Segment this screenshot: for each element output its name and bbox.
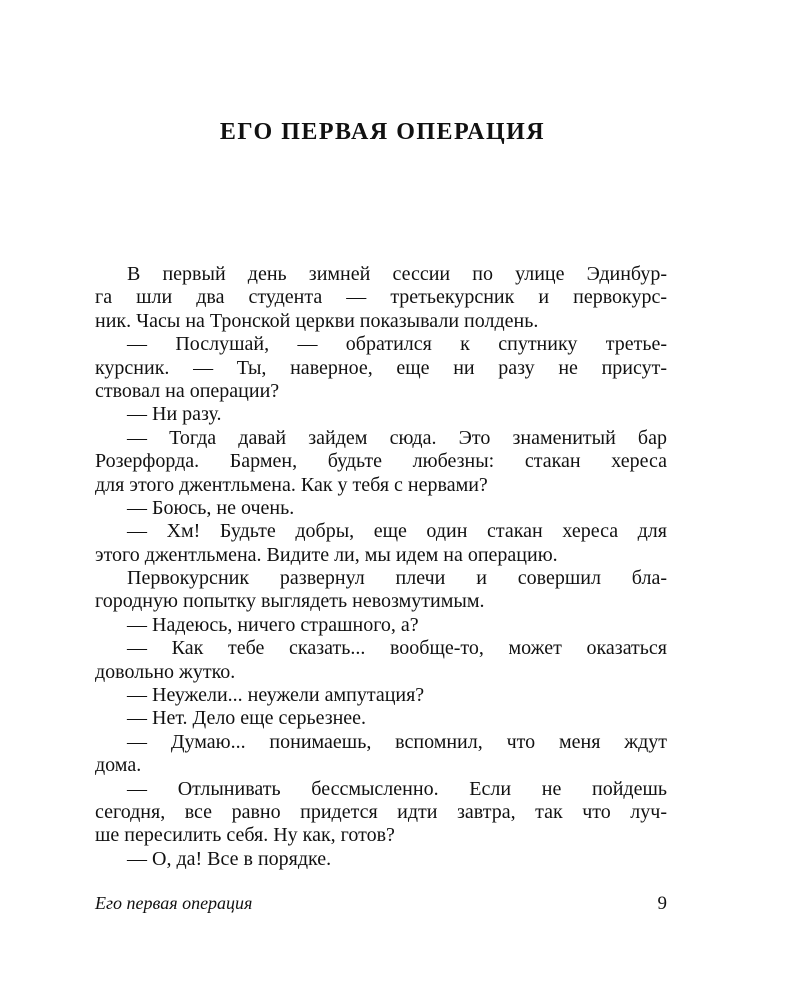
text-line: ник. Часы на Тронской церкви показывали полдень. — [95, 309, 539, 332]
text-line: дома. — [95, 754, 142, 777]
text-line: ствовал на операции? — [95, 379, 280, 402]
text-line: — О, да! Все в порядке. — [127, 847, 332, 870]
text-line: для этого джентльмена. Как у тебя с нервами? — [95, 473, 488, 496]
text-line: — Боюсь, не очень. — [127, 496, 295, 519]
text-line: — Послушай, — обратился к спутнику третье- — [127, 333, 667, 356]
text-line: В первый день зимней сессии по улице Эдинбур- — [127, 263, 667, 285]
page-number: 9 — [657, 893, 667, 914]
text-line: — Неужели... неужели ампутация? — [127, 684, 425, 707]
text-line: этого джентльмена. Видите ли, мы идем на операцию. — [95, 543, 558, 566]
running-title: Его первая операция — [95, 893, 253, 913]
text-line: — Ни разу. — [127, 403, 222, 426]
text-line: — Отлынивать бессмысленно. Если не пойдешь — [127, 777, 667, 800]
text-line: Первокурсник развернул плечи и совершил бла- — [127, 567, 667, 590]
text-line: сегодня, все равно придется идти завтра, так что луч- — [95, 800, 667, 823]
text-line: Розерфорда. Бармен, будьте любезны: стакан хереса — [95, 450, 667, 473]
text-line: городную попытку выглядеть невозмутимым. — [95, 590, 485, 613]
text-line: — Надеюсь, ничего страшного, а? — [127, 613, 419, 636]
body-text — [95, 263, 667, 871]
text-line: ше пересилить себя. Ну как, готов? — [95, 824, 395, 847]
text-line: курсник. — Ты, наверное, еще ни разу не присут- — [95, 356, 667, 379]
text-line: га шли два студента — третьекурсник и первокурс- — [95, 286, 667, 309]
text-line: — Как тебе сказать... вообще-то, может оказаться — [127, 637, 667, 660]
text-line: — Хм! Будьте добры, еще один стакан хереса для — [127, 520, 667, 543]
page-footer — [95, 893, 667, 917]
text-line: — Нет. Дело еще серьезнее. — [127, 707, 367, 730]
chapter-title: ЕГО ПЕРВАЯ ОПЕРАЦИЯ — [219, 119, 546, 145]
text-line: — Думаю... понимаешь, вспомнил, что меня ждут — [127, 730, 667, 753]
text-line: довольно жутко. — [95, 660, 236, 683]
text-line: — Тогда давай зайдем сюда. Это знаменитый бар — [127, 426, 667, 449]
